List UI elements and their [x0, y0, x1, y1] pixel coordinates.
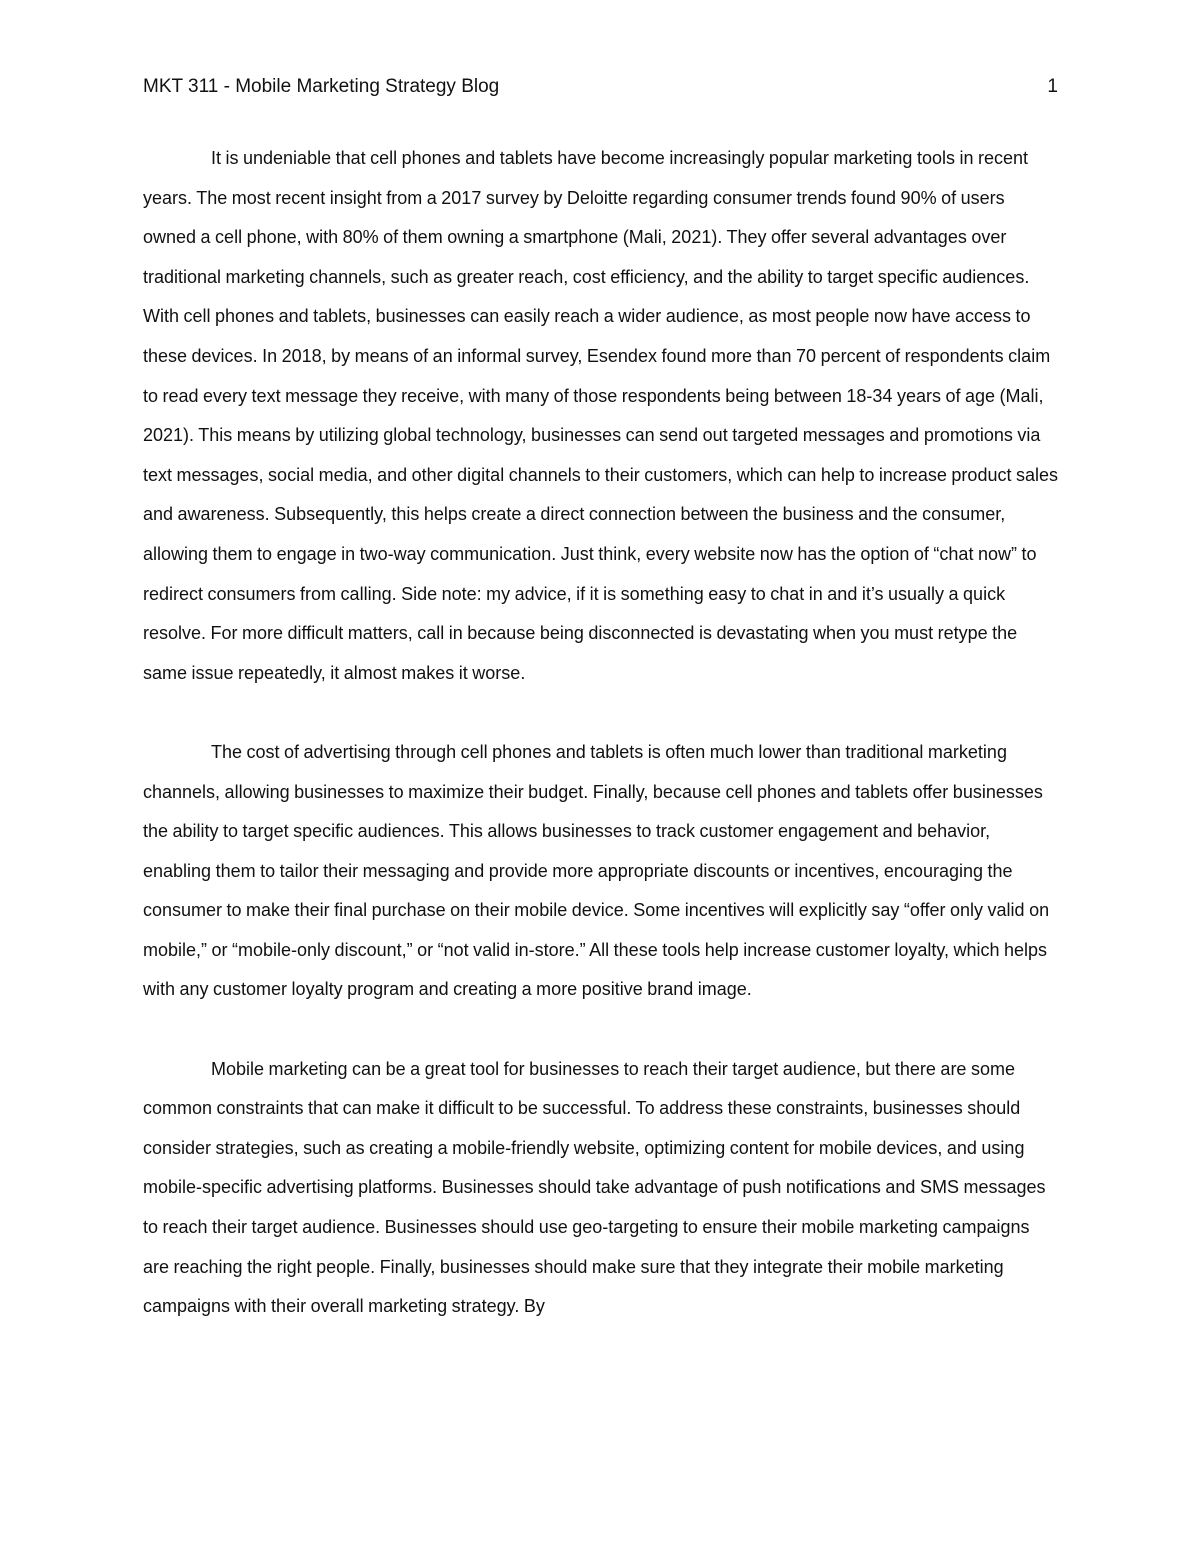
header-title: MKT 311 - Mobile Marketing Strategy Blog [143, 76, 500, 97]
page-number: 1 [1047, 76, 1058, 97]
document-body [143, 139, 1058, 1366]
paragraph-1: It is undeniable that cell phones and tablets have become increasingly popular marketing tools in recent years. The most recent insight from a 2017 survey by Deloitte regarding consumer trends found 90% of users owned a cell phone, with 80% of them owning a smartphone (Mali, 2021). They offer several advantages over traditional marketing channels, such as greater reach, cost efficiency, and the ability to target specific audiences. With cell phones and tablets, businesses can easily reach a wider audience, as most people now have access to these devices. In 2018, by means of an informal survey, Esendex found more than 70 percent of respondents claim to read every text message they receive, with many of those respondents being between 18-34 years of age (Mali, 2021). This means by utilizing global technology, businesses can send out targeted messages and promotions via text messages, social media, and other digital channels to their customers, which can help to increase product sales and awareness. Subsequently, this helps create a direct connection between the business and the consumer, allowing them to engage in two-way communication. Just think, every website now has the option of “chat now” to redirect consumers from calling. Side note: my advice, if it is something easy to chat in and it’s usually a quick resolve. For more difficult matters, call in because being disconnected is devastating when you must retype the same issue repeatedly, it almost makes it worse. [143, 148, 1058, 683]
running-header [143, 74, 1058, 100]
paragraph-2: The cost of advertising through cell phones and tablets is often much lower than traditional marketing channels, allowing businesses to maximize their budget. Finally, because cell phones and tablets offer businesses the ability to target specific audiences. This allows businesses to track customer engagement and behavior, enabling them to tailor their messaging and provide more appropriate discounts or incentives, encouraging the consumer to make their final purchase on their mobile device. Some incentives will explicitly say “offer only valid on mobile,” or “mobile-only discount,” or “not valid in-store.” All these tools help increase customer loyalty, which helps with any customer loyalty program and creating a more positive brand image. [143, 741, 1050, 1000]
paragraph-3: Mobile marketing can be a great tool for businesses to reach their target audience, but there are some common constraints that can make it difficult to be successful. To address these constraints, businesses should consider strategies, such as creating a mobile-friendly website, optimizing content for mobile devices, and using mobile-specific advertising platforms. Businesses should take advantage of push notifications and SMS messages to reach their target audience. Businesses should use geo-targeting to ensure their mobile marketing campaigns are reaching the right people. Finally, businesses should make sure that they integrate their mobile marketing campaigns with their overall marketing strategy. By [143, 1058, 1046, 1317]
